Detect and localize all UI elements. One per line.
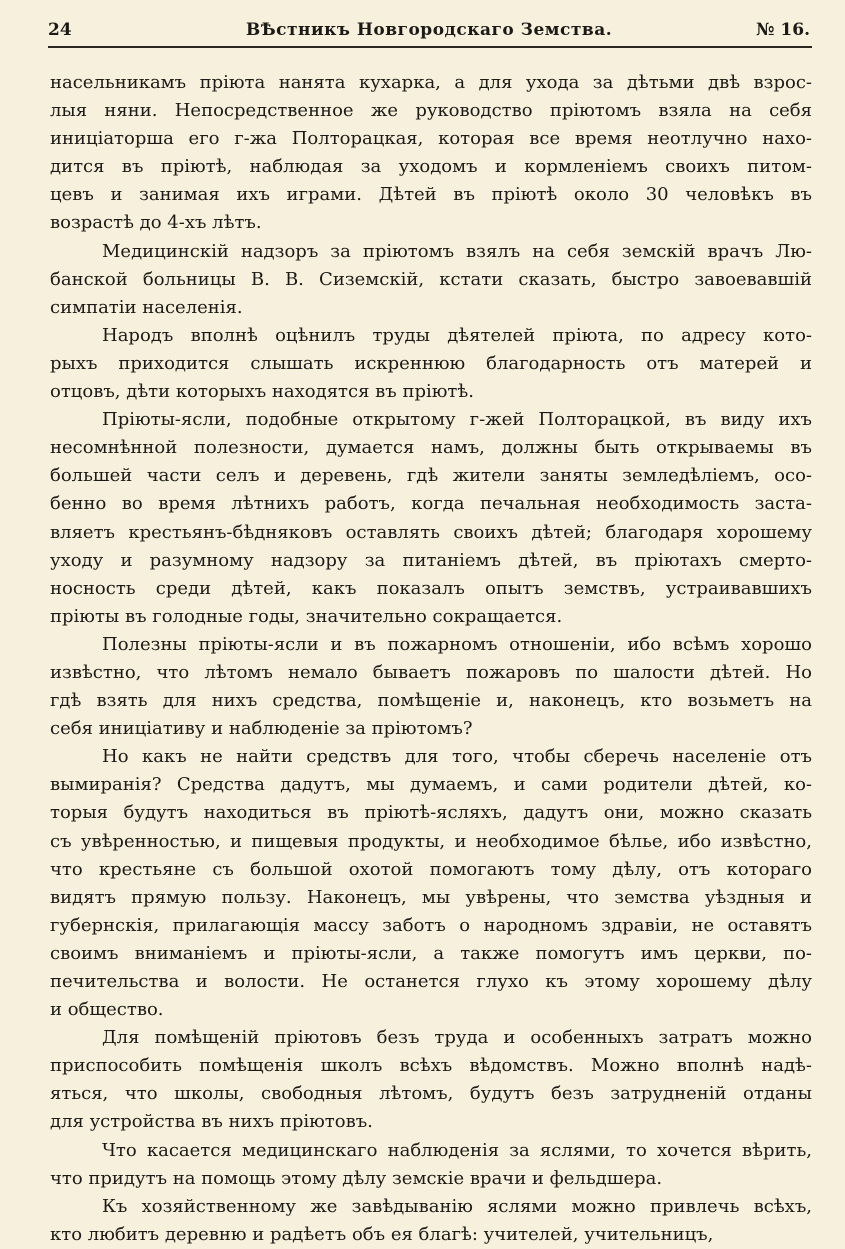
page-number: 24: [48, 20, 72, 40]
text-line: Но какъ не найти средствъ для того, чтобы сберечь населеніе отъ: [102, 746, 812, 768]
text-line: съ увѣренностью, и пищевыя продукты, и необходимое бѣлье, ибо извѣстно,: [50, 830, 812, 852]
text-line: что крестьяне съ большой охотой помогаютъ тому дѣлу, отъ котораго: [50, 858, 812, 880]
paragraph: [50, 69, 812, 238]
header-rule: [48, 46, 812, 48]
text-line: кто любитъ деревню и радѣетъ объ ея благѣ: учителей, учительницъ,: [50, 1223, 714, 1245]
text-line: большей части селъ и деревень, гдѣ жители заняты земледѣліемъ, осо-: [50, 465, 812, 487]
text-line: дится въ пріютѣ, наблюдая за уходомъ и кормленіемъ своихъ питом-: [50, 156, 812, 178]
text-line: бенно во время лѣтнихъ работъ, когда печальная необходимость заста-: [50, 493, 812, 515]
text-line: банской больницы В. В. Сиземскій, кстати сказать, быстро завоевавшій: [50, 268, 812, 290]
text-line: приспособить помѣщенія школъ всѣхъ вѣдомствъ. Можно вполнѣ надѣ-: [50, 1055, 812, 1077]
text-line: для устройства въ нихъ пріютовъ.: [50, 1111, 373, 1133]
text-line: губернскія, прилагающія массу заботъ о народномъ здравіи, не оставятъ: [50, 914, 812, 936]
article-body: [50, 69, 812, 1249]
text-line: иниціаторша его г-жа Полторацкая, которая все время неотлучно нахо-: [50, 128, 812, 150]
text-line: рыхъ приходится слышать искреннюю благодарность отъ матерей и: [50, 352, 812, 374]
text-line: вымиранія? Средства дадутъ, мы думаемъ, и сами родители дѣтей, ко-: [50, 774, 812, 796]
text-line: симпатіи населенія.: [50, 296, 243, 318]
text-line: видятъ прямую пользу. Наконецъ, мы увѣрены, что земства уѣздныя и: [50, 886, 812, 908]
text-line: гдѣ взять для нихъ средства, помѣщеніе и, наконецъ, кто возьметъ на: [50, 690, 812, 712]
text-line: себя иниціативу и наблюденіе за пріютомъ?: [50, 718, 473, 740]
journal-title: ВѢстникъ Новгородскаго Земства.: [245, 20, 613, 40]
text-line: что придутъ на помощь этому дѣлу земскіе врачи и фельдшера.: [50, 1167, 663, 1189]
paragraph: [50, 1024, 812, 1136]
text-line: пріюты въ голодные годы, значительно сокращается.: [50, 605, 563, 627]
text-line: уходу и разумному надзору за питаніемъ дѣтей, въ пріютахъ смерто-: [50, 549, 812, 571]
text-line: Пріюты-ясли, подобные открытому г-жей Полторацкой, въ виду ихъ: [102, 409, 812, 431]
paragraph: [50, 238, 812, 322]
paragraph: [50, 743, 812, 1024]
text-line: торыя будутъ находиться въ пріютѣ-ясляхъ, дадутъ они, можно сказать: [50, 802, 812, 824]
paragraph: [50, 406, 812, 631]
paragraph: [50, 1193, 812, 1249]
text-line: извѣстно, что лѣтомъ немало бываетъ пожаровъ по шалости дѣтей. Но: [50, 661, 812, 683]
text-line: Для помѣщеній пріютовъ безъ труда и особенныхъ затратъ можно: [102, 1027, 812, 1049]
issue-number: № 16.: [756, 20, 810, 40]
paragraph: [50, 631, 812, 743]
text-line: яться, что школы, свободныя лѣтомъ, будутъ безъ затрудненій отданы: [50, 1083, 812, 1105]
text-line: своимъ вниманіемъ и пріюты-ясли, а также помогутъ имъ церкви, по-: [50, 942, 812, 964]
running-header: [48, 20, 810, 46]
text-line: несомнѣнной полезности, думается намъ, должны быть открываемы въ: [50, 437, 812, 459]
paragraph: [50, 322, 812, 406]
text-line: Народъ вполнѣ оцѣнилъ труды дѣятелей пріюта, по адресу кото-: [102, 324, 812, 346]
text-line: носность среди дѣтей, какъ показалъ опытъ земствъ, устраивавшихъ: [50, 577, 812, 599]
text-line: Медицинскій надзоръ за пріютомъ взялъ на себя земскій врачъ Лю-: [102, 240, 812, 262]
text-line: лыя няни. Непосредственное же руководство пріютомъ взяла на себя: [50, 100, 812, 122]
text-line: печительства и волости. Не останется глухо къ этому хорошему дѣлу: [50, 971, 812, 992]
text-line: насельникамъ пріюта нанята кухарка, а для ухода за дѣтьми двѣ взрос-: [50, 72, 812, 93]
text-line: отцовъ, дѣти которыхъ находятся въ пріютѣ.: [50, 381, 474, 403]
text-line: возрастѣ до 4-хъ лѣтъ.: [50, 212, 262, 234]
text-line: Полезны пріюты-ясли и въ пожарномъ отношеніи, ибо всѣмъ хорошо: [102, 633, 812, 655]
text-line: и общество.: [50, 999, 164, 1021]
text-line: вляетъ крестьянъ-бѣдняковъ оставлять своихъ дѣтей; благодаря хорошему: [50, 521, 812, 543]
text-line: Къ хозяйственному же завѣдыванію яслями можно привлечь всѣхъ,: [102, 1195, 812, 1217]
text-line: цевъ и занимая ихъ играми. Дѣтей въ пріютѣ около 30 человѣкъ въ: [50, 184, 812, 206]
text-line: Что касается медицинскаго наблюденія за яслями, то хочется вѣрить,: [102, 1139, 812, 1161]
paragraph: [50, 1137, 812, 1193]
